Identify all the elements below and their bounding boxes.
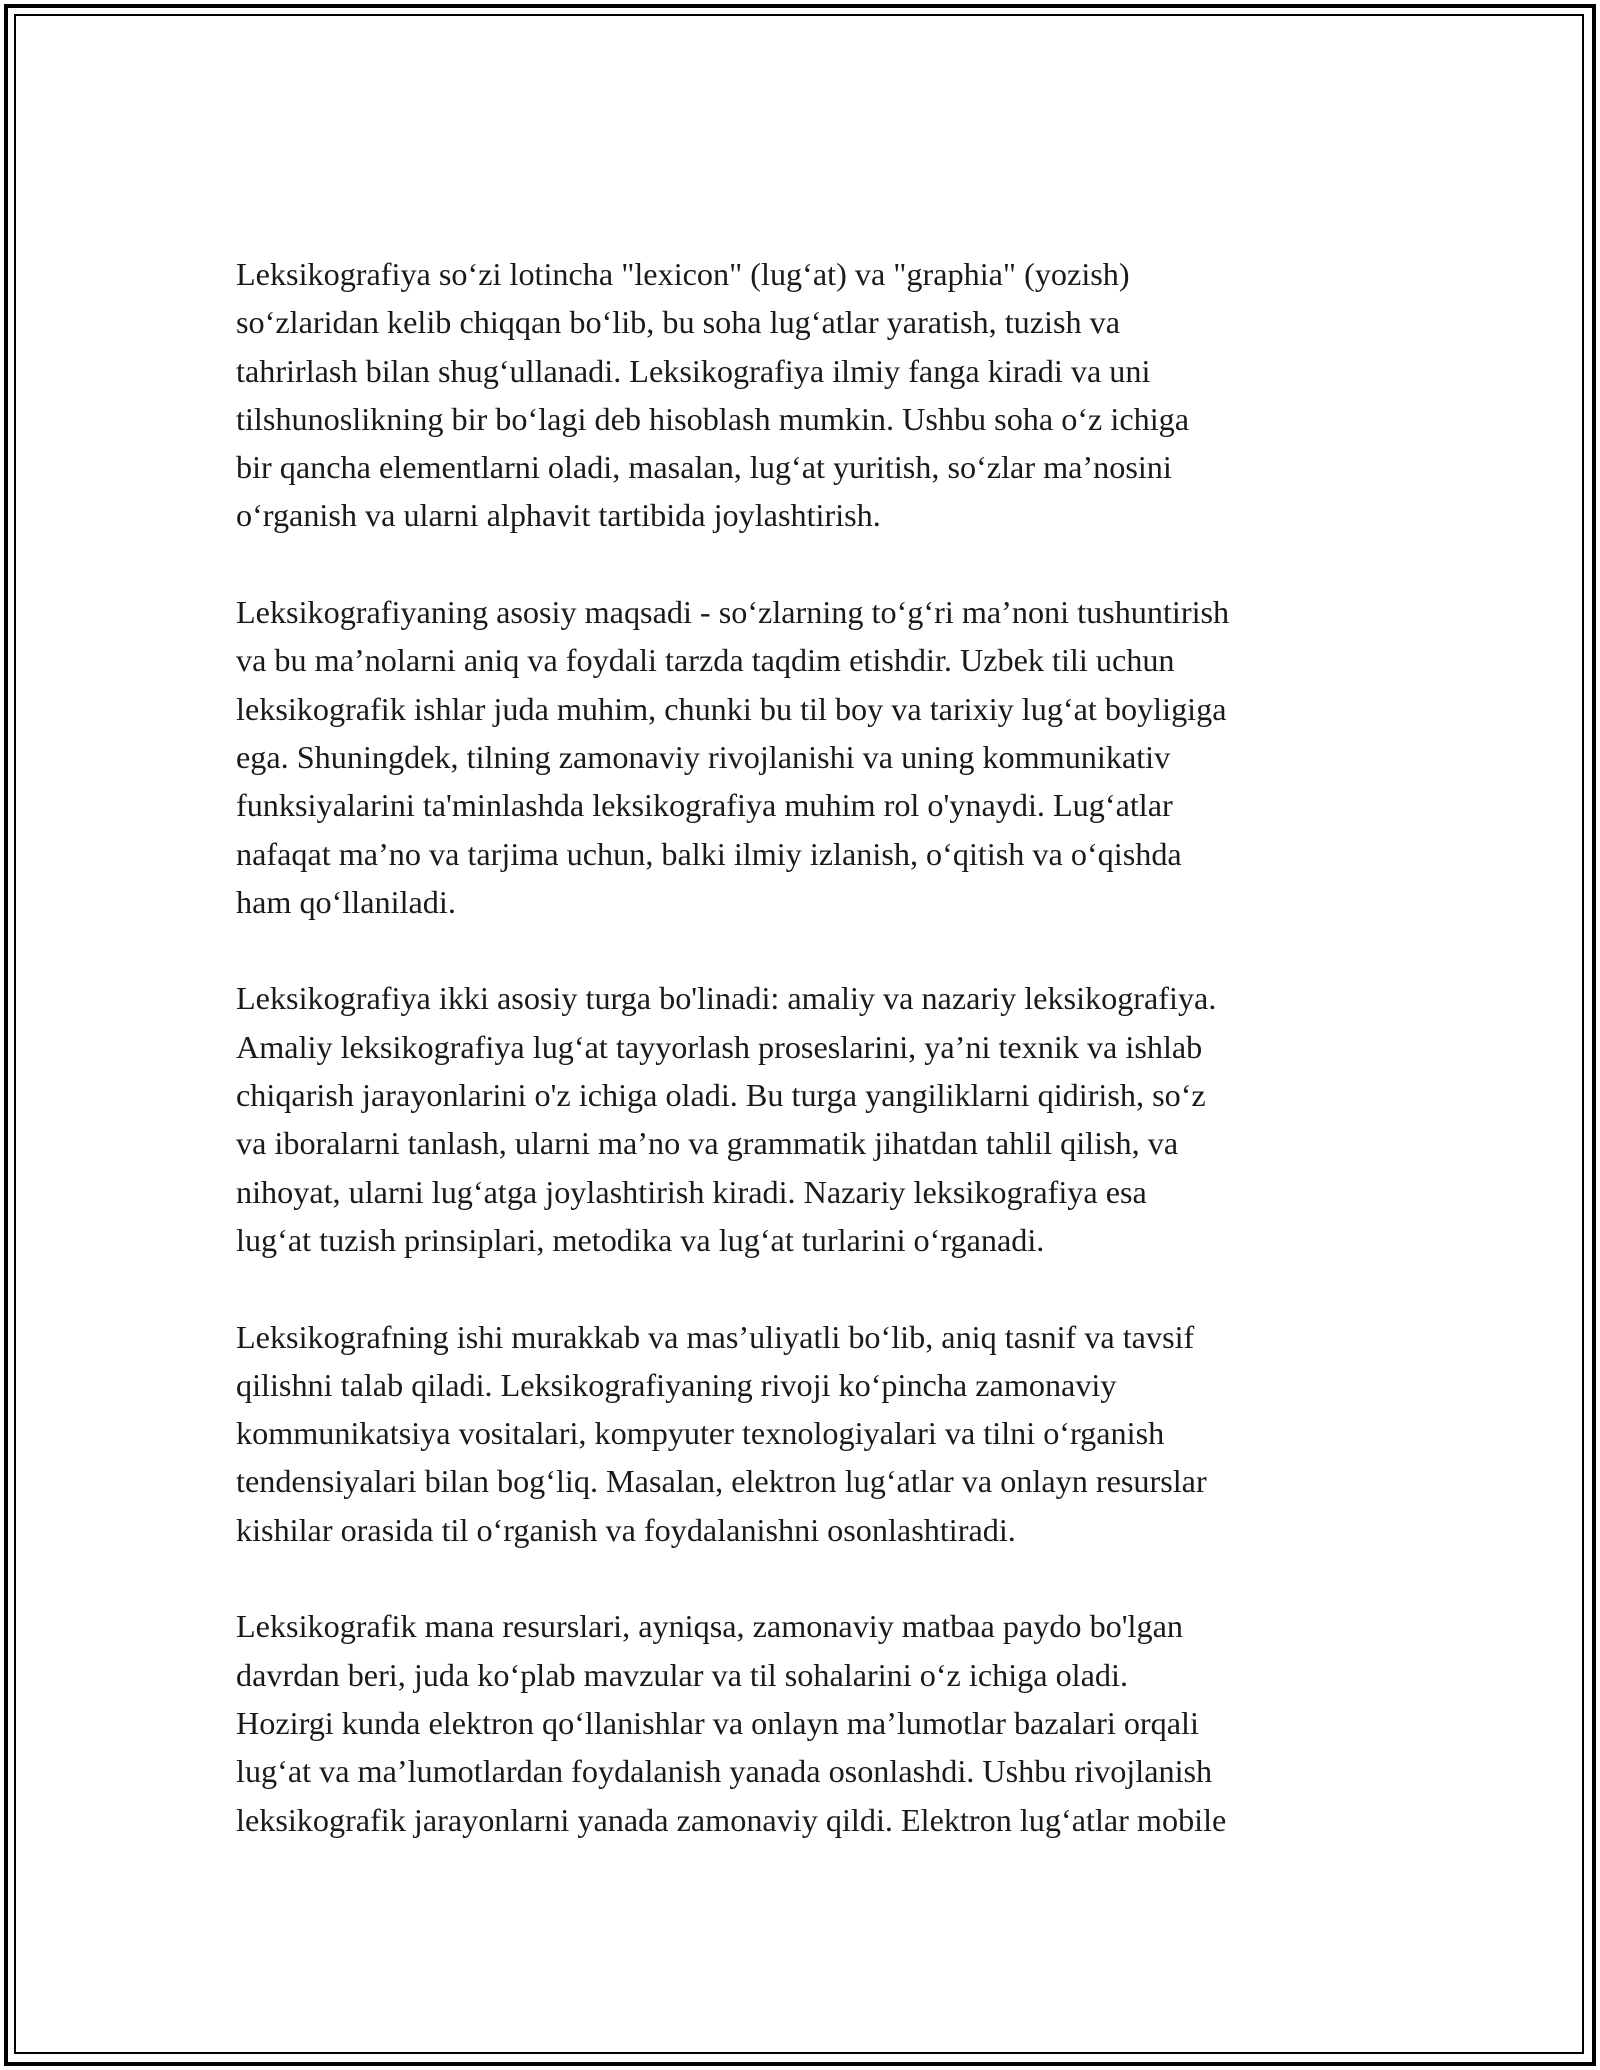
text-line: bir qancha elementlarni oladi, masalan, lug‘at yuritish, so‘zlar ma’nosini — [236, 449, 1172, 486]
paragraph-2 — [236, 588, 1376, 926]
text-line: nihoyat, ularni lug‘atga joylashtirish kiradi. Nazariy leksikografiya esa — [236, 1173, 1147, 1210]
text-line: ega. Shuningdek, tilning zamonaviy rivojlanishi va uning kommunikativ — [236, 738, 1171, 775]
text-line: Leksikografning ishi murakkab va mas’uliyatli bo‘lib, aniq tasnif va tavsif — [236, 1318, 1195, 1355]
paragraph-5 — [236, 1602, 1376, 1843]
text-line: lug‘at va ma’lumotlardan foydalanish yanada osonlashdi. Ushbu rivojlanish — [236, 1753, 1213, 1790]
text-line: Hozirgi kunda elektron qo‘llanishlar va onlayn ma’lumotlar bazalari orqali — [236, 1704, 1199, 1741]
paragraph-3 — [236, 974, 1376, 1264]
document-body — [236, 250, 1376, 1844]
text-line: chiqarish jarayonlarini o'z ichiga oladi. Bu turga yangiliklarni qidirish, so‘z — [236, 1077, 1206, 1114]
text-line: kishilar orasida til o‘rganish va foydalanishni osonlashtiradi. — [236, 1511, 1016, 1548]
text-line: tendensiyalari bilan bog‘liq. Masalan, elektron lug‘atlar va onlayn resurslar — [236, 1463, 1207, 1500]
text-line: va bu ma’nolarni aniq va foydali tarzda taqdim etishdir. Uzbek tili uchun — [236, 642, 1175, 679]
text-line: qilishni talab qiladi. Leksikografiyaning rivoji ko‘pincha zamonaviy — [236, 1366, 1117, 1403]
text-line: Leksikografik mana resurslari, ayniqsa, zamonaviy matbaa paydo bo'lgan — [236, 1608, 1183, 1645]
paragraph-1 — [236, 250, 1376, 540]
paragraph-4 — [236, 1313, 1376, 1554]
text-line: Leksikografiya so‘zi lotincha "lexicon" (lug‘at) va "graphia" (yozish) — [236, 256, 1130, 292]
text-line: funksiyalarini ta'minlashda leksikografiya muhim rol o'ynaydi. Lug‘atlar — [236, 787, 1173, 824]
text-line: Leksikografiyaning asosiy maqsadi - so‘zlarning to‘g‘ri ma’noni tushuntirish — [236, 594, 1230, 631]
text-line: lug‘at tuzish prinsiplari, metodika va lug‘at turlarini o‘rganadi. — [236, 1221, 1045, 1258]
text-line: nafaqat ma’no va tarjima uchun, balki ilmiy izlanish, o‘qitish va o‘qishda — [236, 835, 1182, 872]
text-line: va iboralarni tanlash, ularni ma’no va grammatik jihatdan tahlil qilish, va — [236, 1125, 1179, 1162]
text-line: Amaliy leksikografiya lug‘at tayyorlash proseslarini, ya’ni texnik va ishlab — [236, 1028, 1203, 1065]
text-line: tahrirlash bilan shug‘ullanadi. Leksikografiya ilmiy fanga kiradi va uni — [236, 352, 1151, 389]
text-line: Leksikografiya ikki asosiy turga bo'linadi: amaliy va nazariy leksikografiya. — [236, 980, 1217, 1017]
text-line: leksikografik jarayonlarni yanada zamonaviy qildi. Elektron lug‘atlar mobile — [236, 1801, 1227, 1838]
text-line: ham qo‘llaniladi. — [236, 883, 456, 920]
text-line: kommunikatsiya vositalari, kompyuter texnologiyalari va tilni o‘rganish — [236, 1415, 1165, 1452]
text-line: davrdan beri, juda ko‘plab mavzular va til sohalarini o‘z ichiga oladi. — [236, 1656, 1128, 1693]
text-line: tilshunoslikning bir bo‘lagi deb hisoblash mumkin. Ushbu soha o‘z ichiga — [236, 400, 1190, 437]
text-line: so‘zlaridan kelib chiqqan bo‘lib, bu soha lug‘atlar yaratish, tuzish va — [236, 304, 1121, 341]
text-line: leksikografik ishlar juda muhim, chunki bu til boy va tarixiy lug‘at boyligiga — [236, 690, 1227, 727]
text-line: o‘rganish va ularni alphavit tartibida joylashtirish. — [236, 497, 881, 534]
